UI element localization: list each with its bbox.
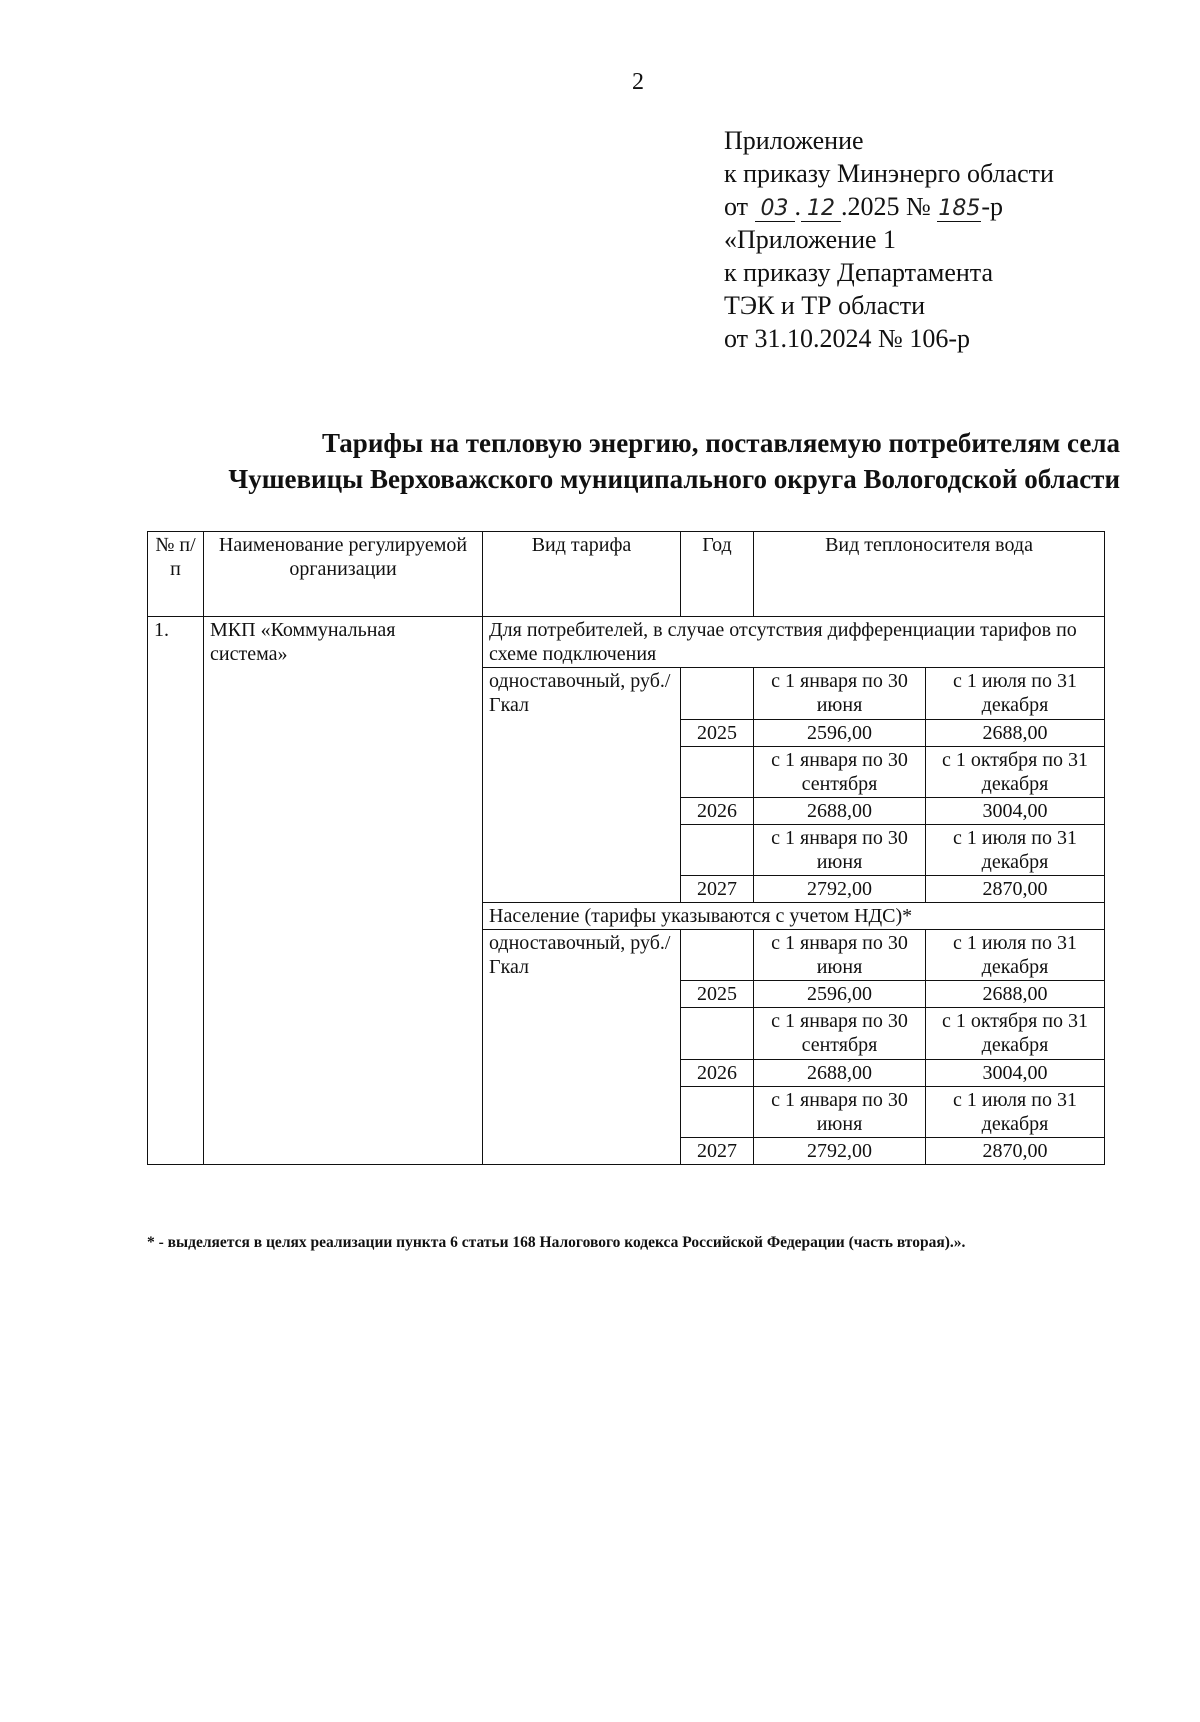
tariff-value-2: 3004,00 xyxy=(926,798,1105,825)
date-separator: . xyxy=(794,192,802,221)
period-1: с 1 января по 30 июня xyxy=(754,930,926,981)
period-1: с 1 января по 30 июня xyxy=(754,668,926,720)
tariff-table xyxy=(147,531,1105,1165)
header-number: № п/п xyxy=(148,532,204,617)
page-number: 2 xyxy=(632,69,644,95)
period-2: с 1 октября по 31 декабря xyxy=(926,747,1105,798)
period-2: с 1 июля по 31 декабря xyxy=(926,930,1105,981)
appendix-line-7: от 31.10.2024 № 106-р xyxy=(724,324,970,353)
appendix-line-3 xyxy=(724,190,1054,223)
section-heading: Для потребителей, в случае отсутствия дифференциации тарифов по схеме подключения xyxy=(483,617,1105,668)
appendix-line-6: ТЭК и ТР области xyxy=(724,291,926,320)
period-1: с 1 января по 30 июня xyxy=(754,1087,926,1138)
appendix-line-5: к приказу Департамента xyxy=(724,258,994,287)
document-title xyxy=(150,425,1120,497)
table-header-row xyxy=(148,532,1105,617)
header-organization: Наименование регулируемой организации xyxy=(204,532,483,617)
title-line-1: Тарифы на тепловую энергию, поставляемую потребителям села xyxy=(321,428,1120,458)
period-2: с 1 июля по 31 декабря xyxy=(926,668,1105,720)
period-2: с 1 октября по 31 декабря xyxy=(926,1008,1105,1060)
tariff-value-1: 2688,00 xyxy=(754,798,926,825)
tariff-value-1: 2596,00 xyxy=(754,720,926,747)
appendix-line-1: Приложение xyxy=(724,126,864,155)
tariff-value-2: 2688,00 xyxy=(926,981,1105,1008)
tariff-value-2: 2688,00 xyxy=(926,720,1105,747)
period-1: с 1 января по 30 июня xyxy=(754,825,926,876)
period-1: с 1 января по 30 сентября xyxy=(754,747,926,798)
tariff-value-1: 2596,00 xyxy=(754,981,926,1008)
empty-year-cell xyxy=(681,668,754,720)
row-number: 1. xyxy=(148,617,204,1165)
tariff-value-2: 3004,00 xyxy=(926,1060,1105,1087)
section-heading: Население (тарифы указываются с учетом НДС)* xyxy=(483,903,1105,930)
period-1: с 1 января по 30 сентября xyxy=(754,1008,926,1060)
year-cell: 2026 xyxy=(681,1060,754,1087)
period-2: с 1 июля по 31 декабря xyxy=(926,825,1105,876)
empty-year-cell xyxy=(681,825,754,876)
header-carrier: Вид теплоносителя вода xyxy=(754,532,1105,617)
empty-year-cell xyxy=(681,1008,754,1060)
year-cell: 2025 xyxy=(681,981,754,1008)
year-cell: 2027 xyxy=(681,876,754,903)
period-2: с 1 июля по 31 декабря xyxy=(926,1087,1105,1138)
tariff-value-2: 2870,00 xyxy=(926,876,1105,903)
appendix-block xyxy=(724,124,1054,355)
appendix-line-2: к приказу Минэнерго области xyxy=(724,159,1054,188)
empty-year-cell xyxy=(681,930,754,981)
header-tariff-type: Вид тарифа xyxy=(483,532,681,617)
tariff-value-2: 2870,00 xyxy=(926,1138,1105,1165)
empty-year-cell xyxy=(681,747,754,798)
footnote: * - выделяется в целях реализации пункта 6 статьи 168 Налогового кодекса Российской Федерации (часть вторая).». xyxy=(147,1234,966,1251)
order-year: .2025 № xyxy=(841,192,938,221)
handwritten-day: 03 xyxy=(755,197,795,222)
tariff-type: одноставочный, руб./Гкал xyxy=(483,668,681,903)
year-cell: 2026 xyxy=(681,798,754,825)
organization-name: МКП «Коммунальная система» xyxy=(204,617,483,1165)
tariff-value-1: 2792,00 xyxy=(754,1138,926,1165)
year-cell: 2027 xyxy=(681,1138,754,1165)
handwritten-month: 12 xyxy=(801,197,841,222)
header-year: Год xyxy=(681,532,754,617)
order-date-prefix: от xyxy=(724,192,755,221)
empty-year-cell xyxy=(681,1087,754,1138)
order-number-suffix: -р xyxy=(981,192,1004,221)
tariff-type: одноставочный, руб./Гкал xyxy=(483,930,681,1165)
title-line-2: Чушевицы Верховажского муниципального округа Вологодской области xyxy=(228,464,1120,494)
tariff-value-1: 2688,00 xyxy=(754,1060,926,1087)
appendix-line-4: «Приложение 1 xyxy=(724,225,897,254)
table-row xyxy=(148,617,1105,668)
year-cell: 2025 xyxy=(681,720,754,747)
tariff-value-1: 2792,00 xyxy=(754,876,926,903)
handwritten-order-number: 185 xyxy=(938,196,981,221)
